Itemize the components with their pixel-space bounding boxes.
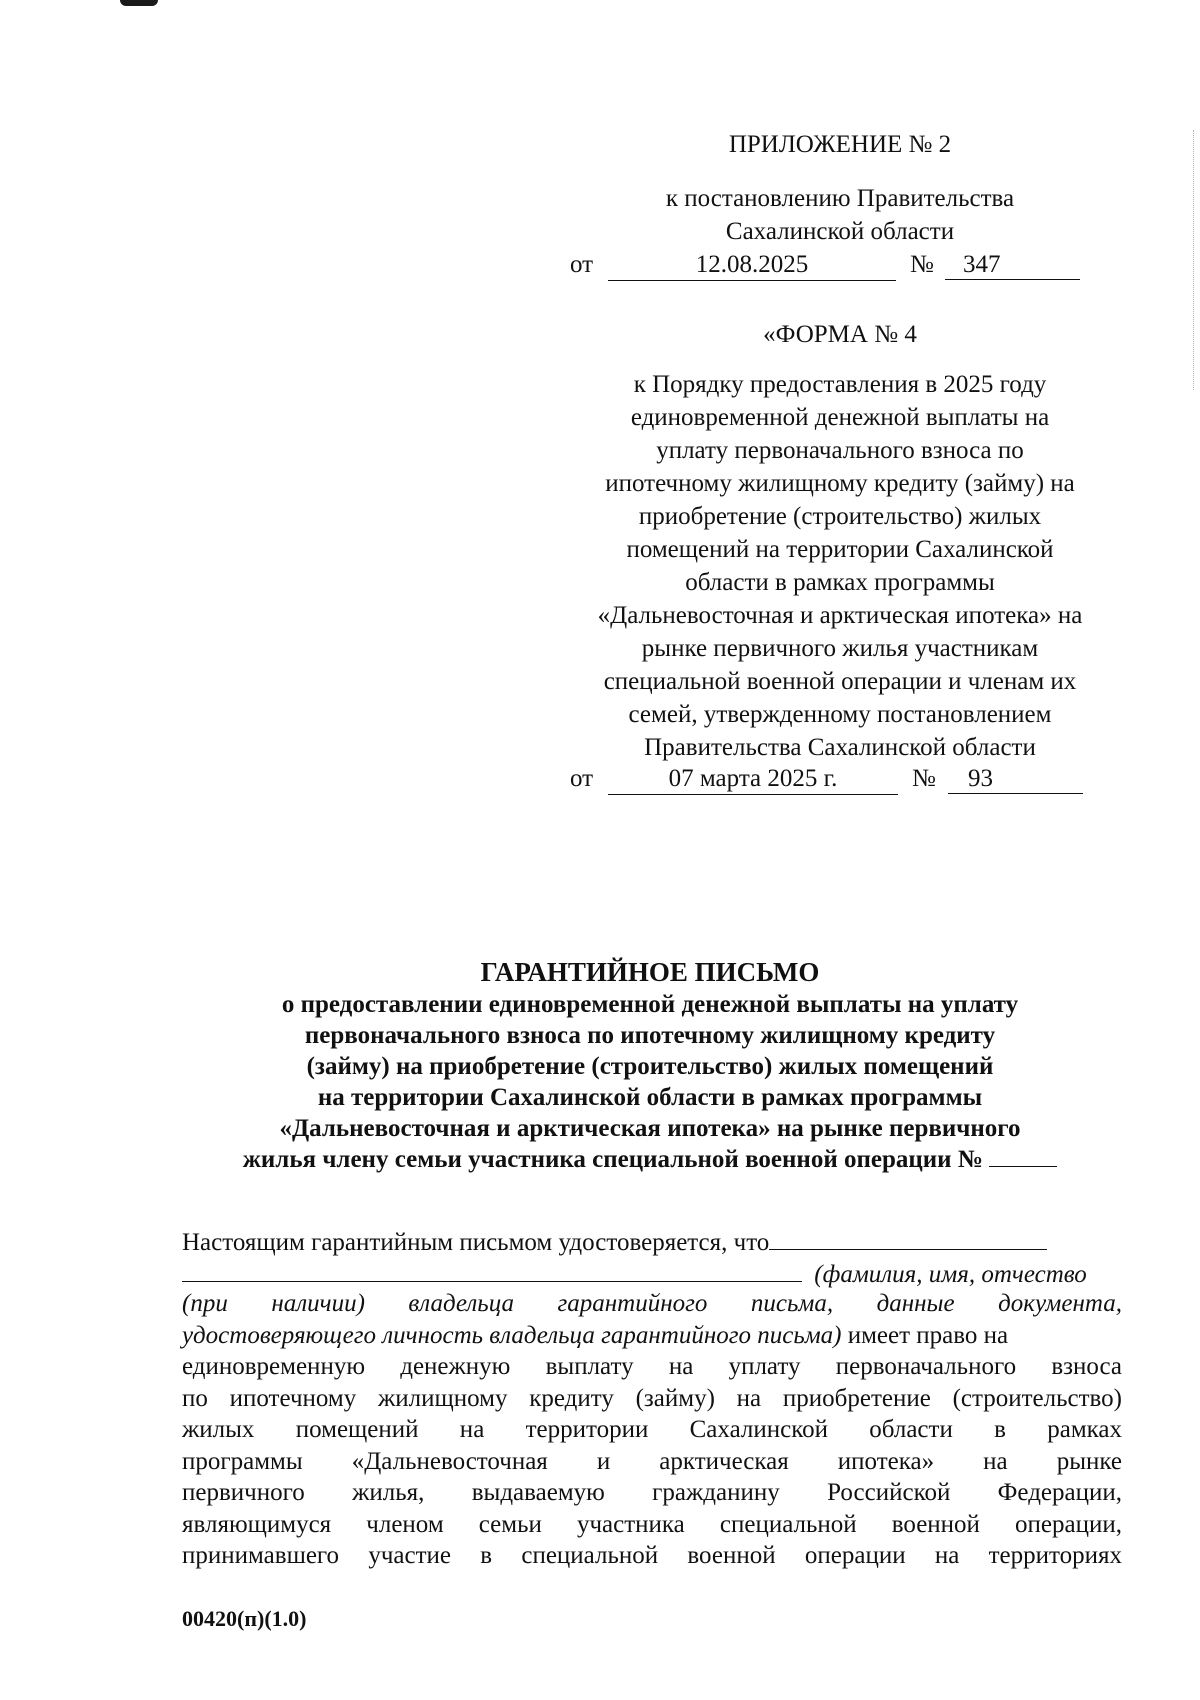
body-line: программы «Дальневосточная и арктическая ипотека» на рынке	[182, 1447, 1122, 1475]
appendix-number: 347	[945, 248, 1080, 280]
form-line: специальной военной операции и членам их	[603, 668, 1077, 695]
form-line: «Дальневосточная и арктическая ипотека» на	[597, 602, 1083, 629]
recipient-blank-1	[769, 1225, 1047, 1250]
heading-line: первоначального взноса по ипотечному жилищному кредиту	[304, 1022, 996, 1049]
appendix-date-number-line	[570, 248, 1120, 281]
appendix-number-label: №	[910, 251, 934, 278]
form-date-number-line	[570, 762, 1120, 795]
body-line-4: удостоверяющего личность владельца гарантийного письма) имеет право на	[182, 1321, 1009, 1349]
scan-artifact	[120, 0, 158, 6]
letter-title: ГАРАНТИЙНОЕ ПИСЬМО	[480, 957, 820, 987]
recipient-blank-2	[182, 1257, 802, 1282]
appendix-from-label: от	[570, 251, 594, 278]
form-title: «ФОРМА № 4	[763, 321, 917, 348]
letter-number-blank	[989, 1144, 1057, 1167]
heading-line: о предоставлении единовременной денежной выплаты на уплату	[281, 991, 1019, 1018]
heading-line: на территории Сахалинской области в рамках программы	[317, 1084, 983, 1111]
heading-line: «Дальневосточная и арктическая ипотека» на рынке первичного	[279, 1115, 1021, 1142]
form-line: уплату первоначального взноса по	[656, 437, 1024, 464]
form-from-label: от	[570, 765, 594, 792]
form-number: 93	[948, 762, 1083, 794]
form-line: Правительства Сахалинской области	[644, 734, 1036, 761]
body-line: первичного жилья, выдаваемую гражданину Российской Федерации,	[182, 1479, 1122, 1506]
form-line: к Порядку предоставления в 2025 году	[633, 371, 1047, 398]
body-line-1: Настоящим гарантийным письмом удостоверяется, что	[182, 1225, 1122, 1257]
form-line: единовременной денежной выплаты на	[630, 404, 1050, 431]
document-code: 00420(п)(1.0)	[182, 1606, 307, 1631]
body-line: жилых помещений на территории Сахалинской области в рамках	[182, 1416, 1122, 1443]
heading-line: (займу) на приобретение (строительство) жилых помещений	[306, 1053, 994, 1080]
body-line: принимавшего участие в специальной военной операции на территориях	[182, 1542, 1122, 1569]
body-line: единовременную денежную выплату на уплату первоначального взноса	[182, 1353, 1122, 1380]
appendix-reference	[560, 182, 1120, 248]
form-number-label: №	[912, 765, 936, 792]
body-line: по ипотечному жилищному кредиту (займу) на приобретение (строительство)	[182, 1384, 1122, 1412]
form-line: семей, утвержденному постановлением	[628, 701, 1052, 728]
form-date: 07 марта 2025 г.	[608, 762, 898, 795]
scan-edge-dots	[1191, 130, 1194, 390]
letter-heading	[170, 955, 1130, 1175]
appendix-date: 12.08.2025	[608, 248, 896, 281]
form-reference	[560, 368, 1120, 764]
form-line: рынке первичного жилья участникам	[641, 635, 1039, 662]
form-line: ипотечному жилищному кредиту (займу) на	[605, 470, 1075, 497]
body-line-2: (фамилия, имя, отчество	[182, 1257, 1122, 1289]
letter-body	[182, 1225, 1122, 1572]
body-line: являющимуся членом семьи участника специальной военной операции,	[182, 1510, 1122, 1538]
heading-line-last: жилья члену семьи участника специальной военной операции №	[170, 1144, 1130, 1175]
appendix-line-1: к постановлению Правительства	[665, 185, 1015, 212]
form-line: приобретение (строительство) жилых	[638, 503, 1042, 530]
body-line-3: (при наличии) владельца гарантийного письма, данные документа,	[182, 1290, 1122, 1317]
appendix-line-2: Сахалинской области	[725, 218, 955, 245]
form-line: помещений на территории Сахалинской	[626, 536, 1054, 563]
form-line: области в рамках программы	[685, 569, 995, 596]
appendix-title: ПРИЛОЖЕНИЕ № 2	[728, 131, 952, 158]
